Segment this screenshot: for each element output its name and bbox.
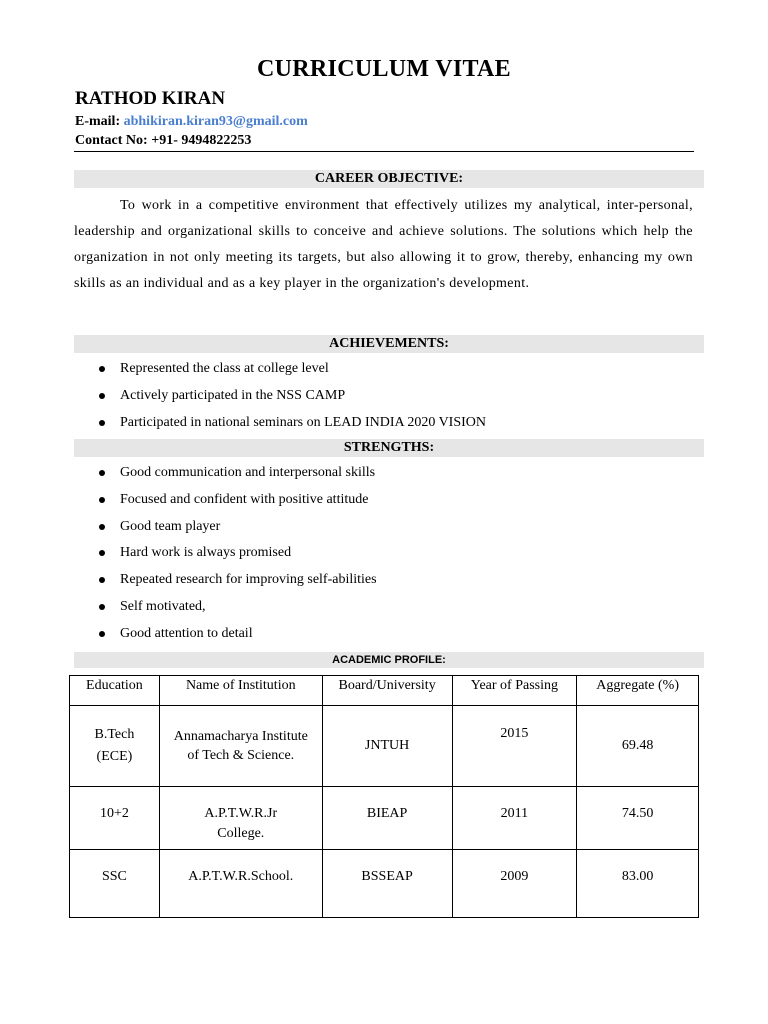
table-cell: 74.50 <box>577 787 699 850</box>
contact-number: +91- 9494822253 <box>151 133 252 148</box>
header-divider <box>74 151 694 152</box>
table-cell: 2011 <box>452 787 577 850</box>
table-cell: Annamacharya Institute of Tech & Science. <box>159 706 322 787</box>
bullet-icon <box>99 577 105 583</box>
table-cell: A.P.T.W.R.School. <box>159 850 322 918</box>
table-header-row <box>70 676 699 706</box>
table-cell: B.Tech (ECE) <box>70 706 160 787</box>
table-cell: 69.48 <box>577 706 699 787</box>
bullet-icon <box>99 470 105 476</box>
bullet-icon <box>99 497 105 503</box>
career-objective-heading: CAREER OBJECTIVE: <box>74 170 704 188</box>
bullet-icon <box>99 420 105 426</box>
academic-table <box>69 675 699 918</box>
bullet-icon <box>99 604 105 610</box>
email-link[interactable]: abhikiran.kiran93@gmail.com <box>123 114 308 129</box>
list-item: Participated in national seminars on LEAD INDIA 2020 VISION <box>74 414 486 441</box>
list-item: Repeated research for improving self-abilities <box>74 571 377 598</box>
table-cell: 2009 <box>452 850 577 918</box>
achievements-heading: ACHIEVEMENTS: <box>74 335 704 353</box>
career-objective-text: To work in a competitive environment that effectively utilizes my analytical, inter-personal, leadership and organizational skills to conceive and achieve solutions. The solutions which help the organization in not only meeting its targets, but also allowing it to grow, thereby, enhancing my own skills as an individual and as a key player in the organization's development. <box>74 198 693 291</box>
contact-label: Contact No: <box>75 133 148 148</box>
column-header: Education <box>70 676 160 706</box>
academic-profile-heading: ACADEMIC PROFILE: <box>74 652 704 668</box>
contact-line <box>75 133 251 149</box>
strengths-list <box>74 464 377 652</box>
list-item: Actively participated in the NSS CAMP <box>74 387 486 414</box>
table-cell: A.P.T.W.R.Jr College. <box>159 787 322 850</box>
table-row <box>70 787 699 850</box>
document-title: CURRICULUM VITAE <box>257 56 511 82</box>
list-item: Self motivated, <box>74 598 377 625</box>
table-cell: SSC <box>70 850 160 918</box>
bullet-icon <box>99 631 105 637</box>
bullet-icon <box>99 524 105 530</box>
table-cell: BSSEAP <box>322 850 452 918</box>
list-item: Represented the class at college level <box>74 360 486 387</box>
list-item: Focused and confident with positive attitude <box>74 491 377 518</box>
bullet-icon <box>99 550 105 556</box>
list-item: Hard work is always promised <box>74 544 377 571</box>
column-header: Name of Institution <box>159 676 322 706</box>
table-cell: 83.00 <box>577 850 699 918</box>
strengths-heading: STRENGTHS: <box>74 439 704 457</box>
candidate-name: RATHOD KIRAN <box>75 88 226 109</box>
achievements-list <box>74 360 486 440</box>
bullet-icon <box>99 366 105 372</box>
list-item: Good communication and interpersonal skills <box>74 464 377 491</box>
table-cell: 10+2 <box>70 787 160 850</box>
table-row <box>70 706 699 787</box>
list-item: Good attention to detail <box>74 625 377 652</box>
table-cell: BIEAP <box>322 787 452 850</box>
column-header: Aggregate (%) <box>577 676 699 706</box>
table-cell: JNTUH <box>322 706 452 787</box>
email-label: E-mail: <box>75 114 121 129</box>
column-header: Board/University <box>322 676 452 706</box>
column-header: Year of Passing <box>452 676 577 706</box>
email-line <box>75 114 308 130</box>
table-row <box>70 850 699 918</box>
bullet-icon <box>99 393 105 399</box>
table-cell: 2015 <box>452 706 577 787</box>
list-item: Good team player <box>74 518 377 545</box>
